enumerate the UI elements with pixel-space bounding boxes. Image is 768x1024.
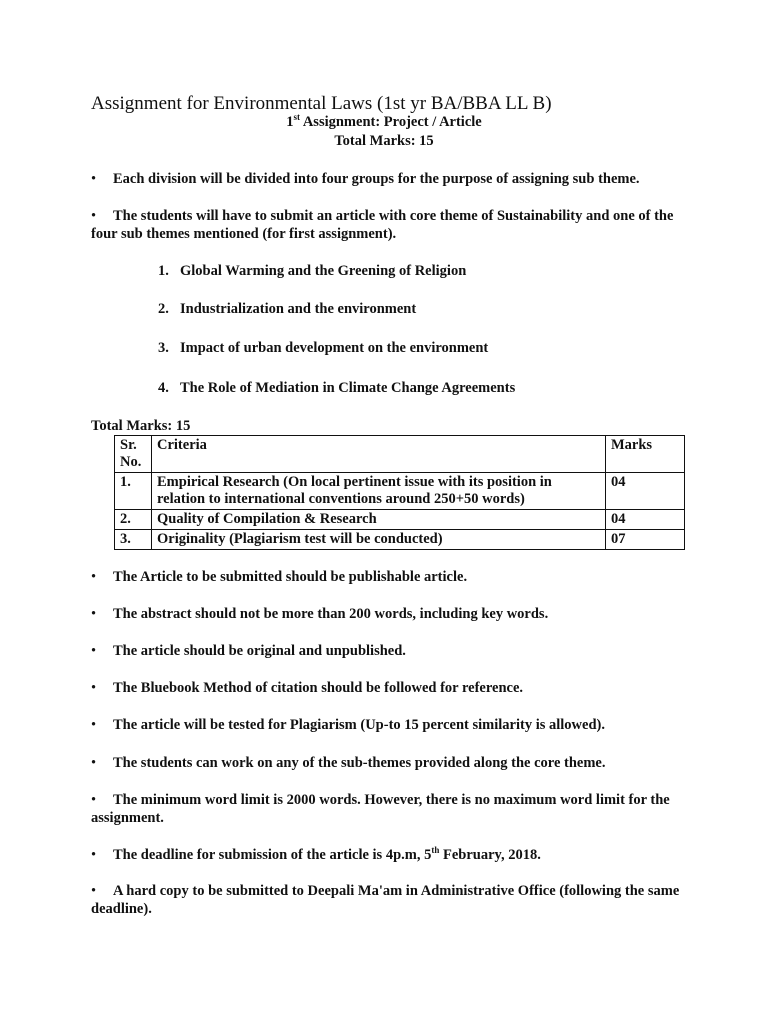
table-row	[115, 510, 685, 530]
requirement-bullet	[91, 754, 691, 772]
sub-theme-text: Industrialization and the environment	[180, 301, 417, 317]
hardcopy-bullet	[91, 882, 691, 918]
intro-bullet-text: Each division will be divided into four groups for the purpose of assigning sub theme.	[113, 171, 640, 187]
table-row	[115, 530, 685, 550]
deadline-date: February, 2018.	[439, 847, 541, 863]
requirement-text: The Article to be submitted should be publishable article.	[113, 569, 468, 585]
bullet-icon: •	[91, 569, 97, 585]
requirement-text: The minimum word limit is 2000 words. However, there is no maximum word limit for the assignment.	[91, 792, 670, 826]
intro-bullet	[91, 170, 691, 188]
assignment-subtitle	[0, 114, 768, 131]
sub-theme-text: Impact of urban development on the environment	[180, 340, 489, 356]
requirement-bullet	[91, 642, 691, 660]
sub-theme-number: 1.	[158, 263, 169, 279]
table-header-row	[115, 436, 685, 473]
subtitle-text: Assignment: Project / Article	[300, 114, 482, 130]
bullet-icon: •	[91, 792, 97, 808]
table-caption: Total Marks: 15	[91, 418, 191, 434]
bullet-icon: •	[91, 208, 97, 224]
requirement-bullet	[91, 716, 691, 734]
sub-theme-item	[158, 380, 515, 397]
hardcopy-text: A hard copy to be submitted to Deepali Ma'am in Administrative Office (following the same deadline).	[91, 883, 680, 917]
requirement-bullet	[91, 791, 691, 827]
bullet-icon: •	[91, 755, 97, 771]
sub-theme-number: 3.	[158, 340, 169, 356]
cell-marks: 04	[606, 473, 685, 510]
deadline-text: The deadline for submission of the article is 4p.m, 5	[113, 847, 432, 863]
bullet-icon: •	[91, 680, 97, 696]
sub-theme-item	[158, 301, 416, 318]
requirement-text: The abstract should not be more than 200 words, including key words.	[113, 606, 549, 622]
subtitle-number: 1	[286, 114, 294, 130]
intro-bullet-text: The students will have to submit an article with core theme of Sustainability and one of the four sub themes mentioned (for first assignment).	[91, 208, 674, 242]
table-row	[115, 473, 685, 510]
intro-bullet	[91, 207, 691, 243]
cell-marks: 04	[606, 510, 685, 530]
document-title: Assignment for Environmental Laws (1st yr BA/BBA LL B)	[91, 93, 552, 114]
requirement-text: The article will be tested for Plagiarism (Up-to 15 percent similarity is allowed).	[113, 717, 605, 733]
marks-table	[114, 435, 685, 550]
bullet-icon: •	[91, 717, 97, 733]
bullet-icon: •	[91, 606, 97, 622]
requirement-text: The students can work on any of the sub-themes provided along the core theme.	[113, 755, 606, 771]
cell-sr: 1.	[115, 473, 152, 510]
deadline-bullet	[91, 846, 691, 864]
deadline-superscript: th	[431, 845, 440, 855]
sub-theme-text: Global Warming and the Greening of Religion	[180, 263, 467, 279]
requirement-text: The Bluebook Method of citation should be followed for reference.	[113, 680, 524, 696]
sub-theme-number: 2.	[158, 301, 169, 317]
requirement-text: The article should be original and unpublished.	[113, 643, 406, 659]
requirement-bullet	[91, 605, 691, 623]
sub-theme-item	[158, 340, 488, 357]
header-criteria: Criteria	[152, 436, 606, 473]
bullet-icon: •	[91, 847, 97, 863]
sub-theme-item	[158, 263, 466, 280]
cell-criteria: Originality (Plagiarism test will be conducted)	[152, 530, 606, 550]
bullet-icon: •	[91, 643, 97, 659]
bullet-icon: •	[91, 171, 97, 187]
cell-sr: 2.	[115, 510, 152, 530]
header-sr-no: Sr. No.	[115, 436, 152, 473]
requirement-bullet	[91, 679, 691, 697]
requirement-bullet	[91, 568, 691, 586]
sub-theme-number: 4.	[158, 380, 169, 396]
cell-criteria: Empirical Research (On local pertinent issue with its position in relation to international conventions around 250+50 words)	[152, 473, 606, 510]
cell-criteria: Quality of Compilation & Research	[152, 510, 606, 530]
cell-marks: 07	[606, 530, 685, 550]
bullet-icon: •	[91, 883, 97, 899]
sub-theme-text: The Role of Mediation in Climate Change Agreements	[180, 380, 516, 396]
cell-sr: 3.	[115, 530, 152, 550]
header-marks: Marks	[606, 436, 685, 473]
total-marks-header: Total Marks: 15	[334, 133, 434, 149]
subtitle-superscript: st	[293, 112, 300, 122]
